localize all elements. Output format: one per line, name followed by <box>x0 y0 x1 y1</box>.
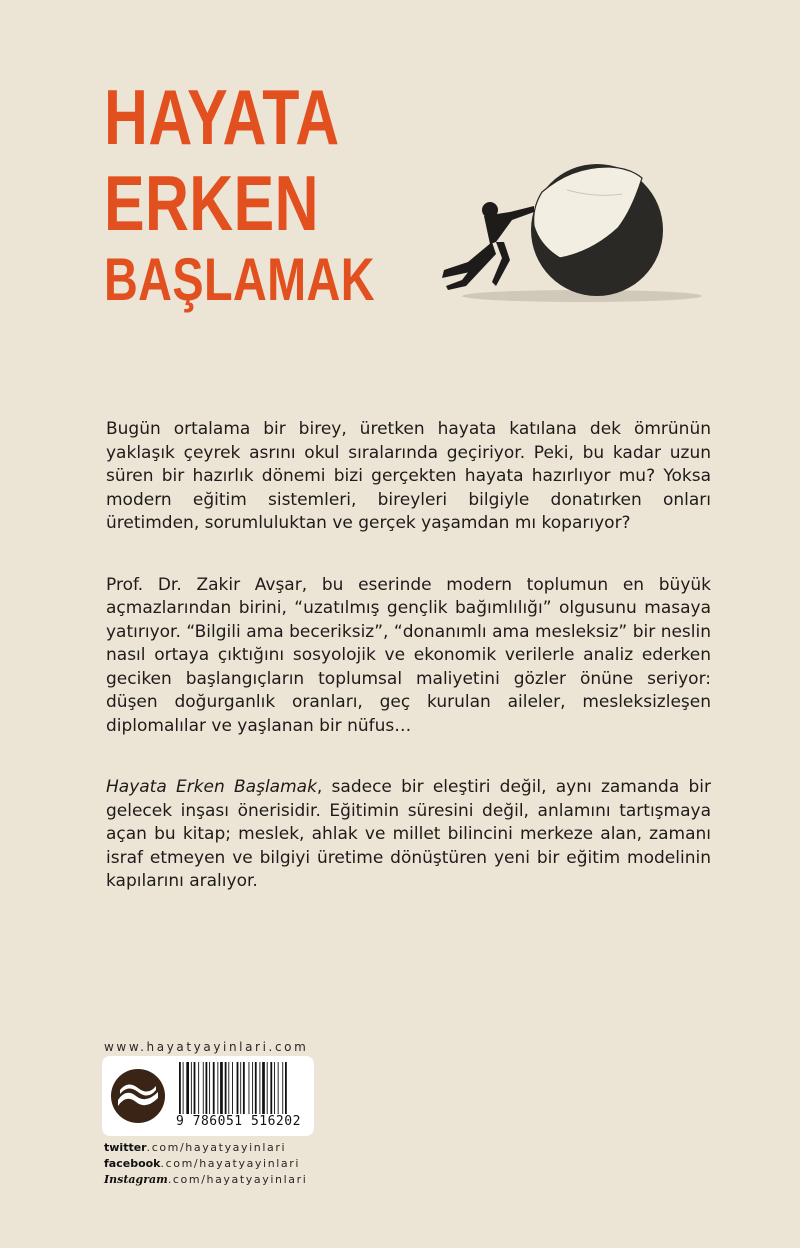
barcode-bar <box>237 1062 239 1114</box>
barcode-bar <box>209 1062 210 1114</box>
instagram-brand: Instagram <box>104 1173 168 1186</box>
title-line-3: BAŞLAMAK <box>104 246 375 313</box>
title-line-2: ERKEN <box>104 159 319 247</box>
social-instagram[interactable] <box>104 1172 307 1188</box>
facebook-brand: facebook <box>104 1157 161 1170</box>
barcode-bar <box>203 1062 204 1114</box>
isbn-number <box>176 1114 301 1129</box>
barcode-bar <box>282 1062 283 1114</box>
isbn-barcode <box>178 1062 308 1114</box>
barcode-bar <box>259 1062 260 1114</box>
title-line-1: HAYATA <box>104 73 340 161</box>
barcode-bar <box>278 1062 279 1114</box>
barcode-bar <box>191 1062 192 1114</box>
barcode-bar <box>228 1062 229 1114</box>
blurb-paragraph-1: Bugün ortalama bir birey, üretken hayata katılana dek ömrünün yaklaşık çeyrek asrını okul sıralarında geçiriyor. Peki, bu kadar uzun süren bir hazırlık dönemi bizi gerçekten hayata hazırlıyor mu? Yoksa modern eğitim sistemleri, bireyleri bilgiyle donatırken onları üretimden, sorumluluktan ve gerçek yaşamdan mı koparıyor? <box>106 419 711 533</box>
barcode-bar <box>240 1062 241 1114</box>
barcode-bar <box>198 1062 199 1114</box>
barcode-bar <box>217 1062 218 1114</box>
publisher-logo-icon <box>110 1068 166 1124</box>
cover-illustration <box>392 150 712 310</box>
book-title-italic: Hayata Erken Başlamak <box>106 777 317 797</box>
barcode-bar <box>213 1062 215 1114</box>
publisher-website[interactable]: www.hayatyayinlari.com <box>104 1040 309 1054</box>
barcode-bar <box>243 1062 245 1114</box>
social-facebook[interactable] <box>104 1156 307 1172</box>
isbn-group-1: 786051 <box>192 1114 243 1129</box>
twitter-brand: twitter <box>104 1141 147 1154</box>
social-links <box>104 1140 307 1188</box>
barcode-bar <box>194 1062 196 1114</box>
barcode-bar <box>249 1062 250 1114</box>
barcode-bar <box>183 1062 184 1114</box>
isbn-prefix: 9 <box>176 1114 185 1129</box>
barcode-bar <box>206 1062 208 1114</box>
barcode-bar <box>285 1062 287 1114</box>
barcode-bar <box>225 1062 227 1114</box>
isbn-group-2: 516202 <box>250 1114 301 1129</box>
barcode-bar <box>220 1062 223 1114</box>
blurb-paragraph-3-rest: , sadece bir eleştiri değil, aynı zamanda bir gelecek inşası önerisidir. Eğitimin süresini değil, anlamını tartışmaya açan bu kitap; meslek, ahlak ve millet bilincini merkeze alan, zamanı israf etmeyen ve bilgiyi üretime dönüştüren yeni bir eğitim modelinin kapılarını aralıyor. <box>106 777 711 891</box>
barcode-bar <box>252 1062 253 1114</box>
isbn-box <box>102 1056 314 1136</box>
social-twitter[interactable] <box>104 1140 307 1156</box>
barcode-bar <box>179 1062 181 1114</box>
instagram-handle: .com/hayatyayinlari <box>167 1173 308 1186</box>
facebook-handle: .com/hayatyayinlari <box>160 1157 301 1170</box>
back-cover-blurb <box>106 418 711 932</box>
barcode-bar <box>255 1062 257 1114</box>
pushing-figure <box>442 202 534 290</box>
barcode-bar <box>274 1062 275 1114</box>
blurb-paragraph-2: Prof. Dr. Zakir Avşar, bu eserinde modern toplumun en büyük açmazlarından birini, “uzatılmış gençlik bağımlılığı” olgusunu masaya yatırıyor. “Bilgili ama beceriksiz”, “donanımlı ama mesleksiz” bir neslin nasıl ortaya çıktığını sosyolojik ve ekonomik verilerle analiz ederken geciken başlangıçların toplumsal maliyetini gözler önüne seriyor: düşen doğurganlık oranları, geç kurulan aileler, mesleksizleşen diplomalılar ve yaşlanan bir nüfus… <box>106 574 711 736</box>
barcode-bar <box>186 1062 189 1114</box>
blurb-paragraph-3 <box>106 776 711 894</box>
barcode-bar <box>267 1062 268 1114</box>
twitter-handle: .com/hayatyayinlari <box>146 1141 287 1154</box>
barcode-bar <box>270 1062 272 1114</box>
barcode-bar <box>232 1062 233 1114</box>
barcode-bar <box>262 1062 265 1114</box>
